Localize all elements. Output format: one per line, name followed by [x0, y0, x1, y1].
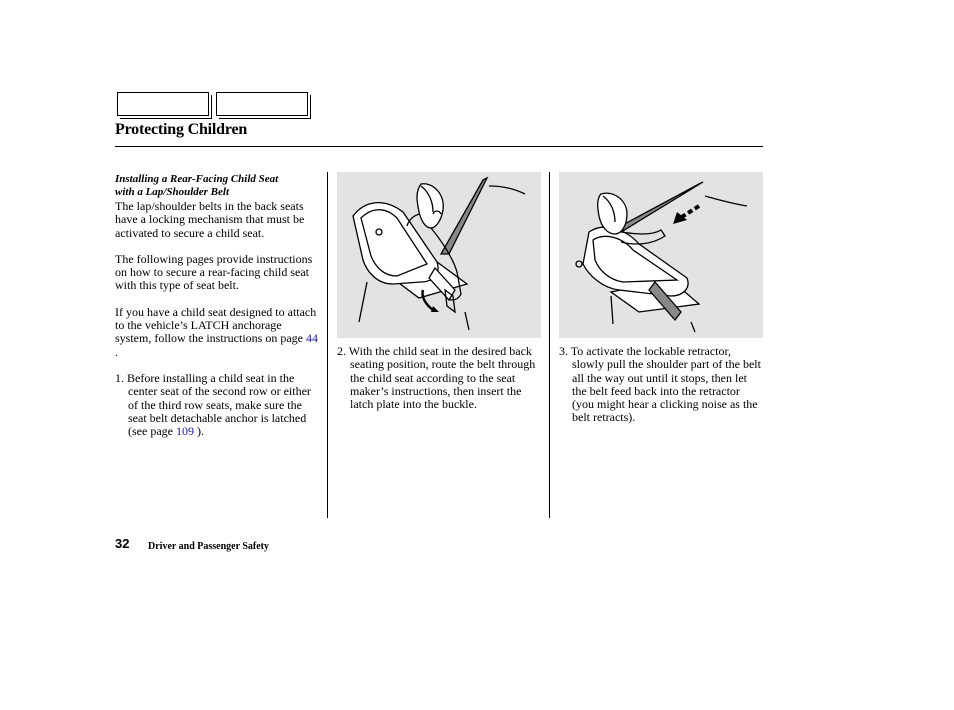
column-divider-1: [327, 172, 328, 518]
subheading-line-1: Installing a Rear-Facing Child Seat: [115, 173, 279, 185]
page-link-44[interactable]: 44: [305, 331, 318, 346]
paragraph-locking-mechanism: The lap/shoulder belts in the back seats have a locking mechanism that must be activated to secure a child seat.: [115, 199, 305, 240]
subheading: [115, 173, 320, 199]
subheading-line-2: with a Lap/Shoulder Belt: [115, 186, 229, 198]
step-2: 2. With the child seat in the desired back seating position, route the belt through the child seat according to the seat maker’s instructions, then insert the latch plate into the buckle.: [337, 344, 536, 412]
page-number: 32: [115, 536, 130, 551]
header-tab-box-left: [117, 92, 209, 116]
retractor-pull-illustration: [559, 172, 763, 338]
footer-section-title: Driver and Passenger Safety: [148, 541, 270, 552]
column-2: [337, 345, 542, 411]
child-seat-routing-illustration: [337, 172, 541, 338]
paragraph-latch: If you have a child seat designed to attach to the vehicle’s LATCH anchorage system, follow the instructions on page 44 .: [115, 304, 318, 359]
step-3: 3. To activate the lockable retractor, slowly pull the shoulder part of the belt all the way out until it stops, then let the belt feed back into the retractor (you might hear a clicking noise as the belt retracts).: [559, 344, 761, 425]
step-1: 1. Before installing a child seat in the center seat of the second row or either of the third row seats, make sure the seat belt detachable anchor is latched (see page 109 ).: [115, 370, 311, 439]
column-1: [115, 173, 320, 438]
header-tab-box-right: [216, 92, 308, 116]
column-divider-2: [549, 172, 550, 518]
page-title: Protecting Children: [115, 121, 248, 138]
column-3: [559, 345, 764, 425]
paragraph-following-pages: The following pages provide instructions on how to secure a rear-facing child seat with this type of seat belt.: [115, 251, 313, 293]
title-rule: [115, 146, 763, 147]
page-link-109[interactable]: 109: [175, 424, 194, 439]
